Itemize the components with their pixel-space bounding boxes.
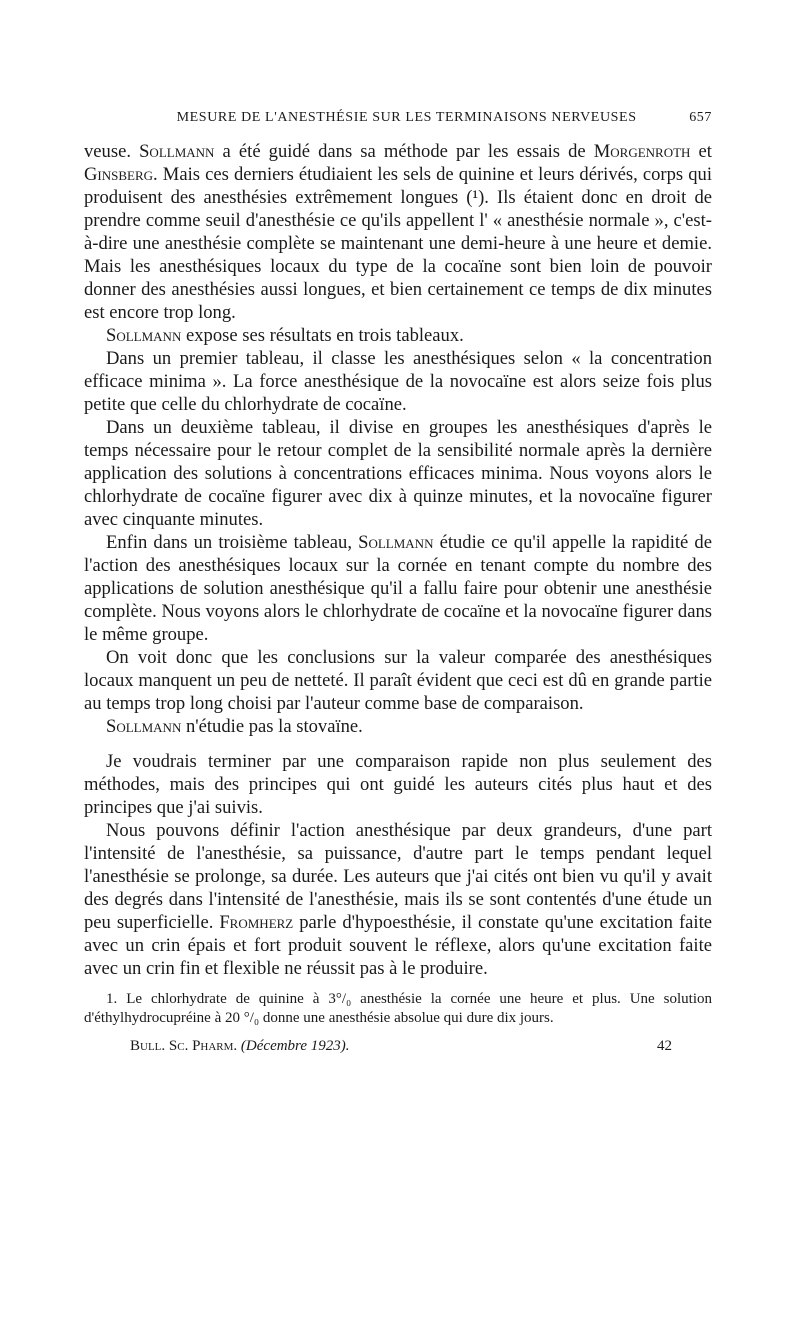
running-title: MESURE DE L'ANESTHÉSIE SUR LES TERMINAISONS NERVEUSES [176,110,637,125]
page-number: 657 [689,110,712,125]
paragraph [84,715,712,738]
author-name: Sollmann [106,325,182,346]
author-name: Sollmann [139,141,215,162]
footnote: 1. Le chlorhydrate de quinine à 3°/₀ anesthésie la cornée une heure et plus. Une solution d'éthylhydrocupréine à 20 °/₀ donne une anesthésie absolue qui dure dix jours. [84,991,712,1026]
paragraph [84,347,712,416]
text-run: n'étudie pas la stovaïne. [181,716,363,737]
author-name: Sollmann [106,716,182,737]
author-name: Sollmann [358,532,434,553]
running-header [84,110,712,126]
text-run: parle d'hypoesthésie, il constate qu'une excitation faite avec un crin épais et fort produit souvent le réflexe, alors qu'une excitation faite avec un crin fin et flexible ne réussit pas à le produire. [84,912,712,979]
text-run: étudie ce qu'il appelle la rapidité de l'action des anesthésiques locaux sur la cornée en tenant compte du nombre des applications de solution anesthésique qu'il a fallu faire pour obtenir une anesthésie complète. Nous voyons alors le chlorhydrate de cocaïne et la novocaïne figurer dans le même groupe. [84,532,712,645]
paragraph [84,750,712,819]
author-name: Morgenroth [593,141,691,162]
paragraph [84,531,712,646]
text-run: ¹ [472,187,479,208]
text-run: a été guidé dans sa méthode par les essais de [214,141,594,162]
paragraph [84,819,712,980]
text-run: Dans un premier tableau, il classe les anesthésiques selon « la concentration efficace minima ». La force anesthésique de la novocaïne est alors seize fois plus petite que celle du chlorhydrate de cocaïne. [84,348,712,415]
text-run: Nous pouvons définir l'action anesthésique par deux grandeurs, d'une part l'intensité de l'anesthésie, sa puissance, d'autre part le temps pendant lequel l'anesthésie se prolonge, sa durée. Les auteurs que j'ai cités ont bien vu qu'il y avait des degrés dans l'intensité de l'anesthésie, mais ils se sont contentés d'une étude un peu superficielle. [84,820,712,933]
text-run: On voit donc que les conclusions sur la valeur comparée des anesthésiques locaux manquent un peu de netteté. Il paraît évident que ceci est dû en grande partie au temps trop long choisi par l'auteur comme base de comparaison. [84,647,712,714]
text-run: Enfin dans un troisième tableau, [106,532,359,553]
text-run: expose ses résultats en trois tableaux. [181,325,464,346]
text-run: ). Ils étaient donc en droit de prendre comme seuil d'anesthésie ce qu'ils appellent l' « anesthésie normale », c'est-à-dire une anesthésie complète se maintenant une demi-heure à une heure et demie. Mais les anesthésiques locaux du type de la cocaïne sont bien loin de pouvoir donner des anesthésies aussi longues, et bien certainement ce temps de dix minutes est encore trop long. [84,187,712,323]
paragraph [84,140,712,324]
author-name: Fromherz [219,912,294,933]
page-footer [84,1038,712,1055]
text-run: veuse. [84,141,140,162]
text-run: et [690,141,712,162]
paragraph [84,416,712,531]
body-text [84,140,712,980]
sheet-number: 42 [657,1038,672,1054]
journal-date: (Décembre 1923). [240,1038,350,1054]
journal-name: Bull. Sc. Pharm. [130,1038,238,1054]
paragraph [84,324,712,347]
text-run: Je voudrais terminer par une comparaison rapide non plus seulement des méthodes, mais des principes qui ont guidé les auteurs cités plus haut et des principes que j'ai suivis. [84,751,712,818]
page [84,110,712,1055]
text-run: . Mais ces derniers étudiaient les sels de quinine et leurs dérivés, corps qui produisent des anesthésies extrêmement longues ( [84,164,712,208]
journal-citation [130,1038,350,1055]
text-run: Dans un deuxième tableau, il divise en groupes les anesthésiques d'après le temps nécessaire pour le retour complet de la sensibilité normale après la dernière application des solutions à concentrations efficaces minima. Nous voyons alors le chlorhydrate de cocaïne figurer avec dix à quinze minutes, et la novocaïne figurer avec cinquante minutes. [84,417,712,530]
author-name: Ginsberg [84,164,154,185]
paragraph [84,646,712,715]
